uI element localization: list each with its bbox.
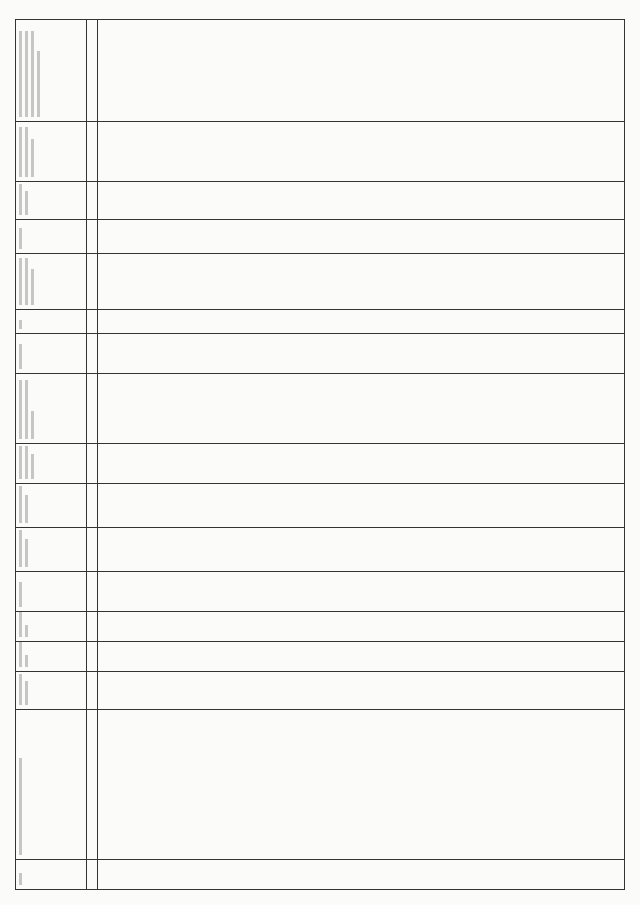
header-cell	[16, 182, 87, 220]
body-cell	[98, 528, 625, 572]
header-cell	[16, 444, 87, 484]
body-cell	[98, 710, 625, 860]
column-number-cell	[87, 20, 98, 122]
header-cell	[16, 612, 87, 642]
body-cell	[98, 612, 625, 642]
column-number-row	[87, 20, 98, 890]
column-number-cell	[87, 642, 98, 672]
column-number-cell	[87, 374, 98, 444]
body-cell	[98, 254, 625, 310]
column-number-cell	[87, 612, 98, 642]
body-cell	[98, 642, 625, 672]
column-number-cell	[87, 182, 98, 220]
body-cell	[98, 374, 625, 444]
header-cell	[16, 484, 87, 528]
body-cell	[98, 572, 625, 612]
column-number-cell	[87, 528, 98, 572]
header-cell	[16, 374, 87, 444]
body-cell	[98, 484, 625, 528]
header-cell	[16, 860, 87, 890]
body-cell	[98, 444, 625, 484]
column-number-cell	[87, 710, 98, 860]
body-cell	[98, 334, 625, 374]
header-cell	[16, 672, 87, 710]
body-cell	[98, 220, 625, 254]
header-cell	[16, 220, 87, 254]
column-number-cell	[87, 220, 98, 254]
body-cell	[98, 860, 625, 890]
body-cell	[98, 20, 625, 122]
header-cell	[16, 122, 87, 182]
body-cell	[98, 122, 625, 182]
column-number-cell	[87, 254, 98, 310]
column-number-cell	[87, 484, 98, 528]
header-cell	[16, 572, 87, 612]
header-row	[16, 20, 87, 890]
header-cell	[16, 310, 87, 334]
header-cell	[16, 20, 87, 122]
column-number-cell	[87, 572, 98, 612]
header-cell	[16, 528, 87, 572]
header-cell	[16, 642, 87, 672]
column-number-cell	[87, 122, 98, 182]
mkd-table	[15, 19, 625, 890]
column-number-cell	[87, 444, 98, 484]
column-number-cell	[87, 310, 98, 334]
column-number-cell	[87, 860, 98, 890]
rotated-table-region	[15, 20, 625, 890]
body-cell	[98, 310, 625, 334]
header-cell	[16, 334, 87, 374]
body-cell	[98, 182, 625, 220]
column-number-cell	[87, 334, 98, 374]
column-number-cell	[87, 672, 98, 710]
header-cell	[16, 254, 87, 310]
table-body	[98, 20, 625, 890]
header-cell	[16, 710, 87, 860]
body-cell	[98, 672, 625, 710]
